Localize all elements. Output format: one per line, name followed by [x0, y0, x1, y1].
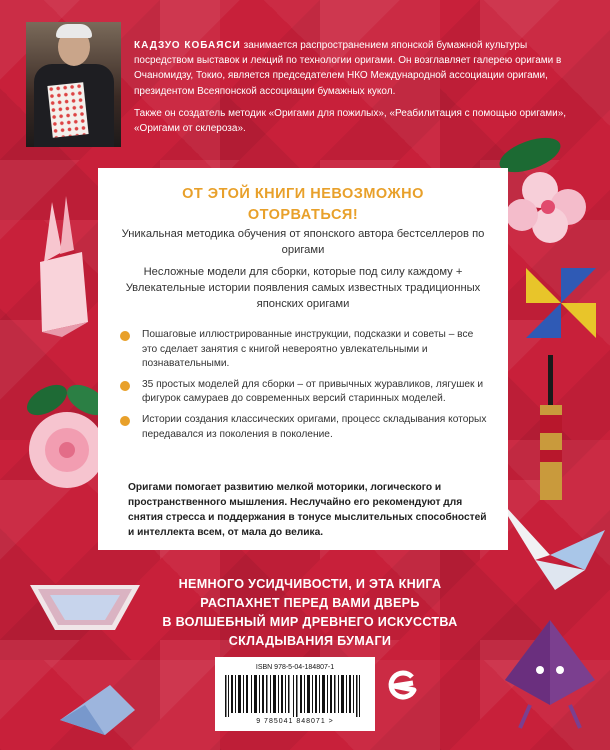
feature-list	[120, 328, 490, 448]
origami-purple-crab-illustration	[500, 620, 600, 730]
bullet-dot-icon	[120, 381, 130, 391]
bio-paragraph-1-text: занимается распространением японской бумажной культуры посредством выставок и лекций по технологии оригами. Он возглавляет галерею оригами в Очаномидзу, Токио, является председателем НКО Международной ассоциации оригами, президентом Всеяпонской ассоциации бумажных кукол.	[134, 40, 562, 97]
barcode-digits: 9 785041 848071 >	[256, 718, 334, 725]
bio-paragraph-2: Также он создатель методик «Оригами для пожилых», «Реабилитация с помощью оригами», «Оригами от склероза».	[134, 107, 567, 135]
slogan-line-1: НЕМНОГО УСИДЧИВОСТИ, И ЭТА КНИГА	[178, 577, 442, 591]
isbn-number: ISBN 978-5-04-184807-1	[255, 664, 335, 671]
feature-text: Пошаговые иллюстрированные инструкции, подсказки и советы – все это сделает занятия с книгой невероятно увлекательными и познавательными.	[142, 329, 474, 370]
slogan-line-3: В ВОЛШЕБНЫЙ МИР ДРЕВНЕГО ИСКУССТВА	[162, 615, 458, 629]
panel-headline-line-1: ОТ ЭТОЙ КНИГИ НЕВОЗМОЖНО	[182, 186, 424, 202]
barcode-label	[215, 657, 375, 731]
bullet-dot-icon	[120, 331, 130, 341]
origami-rabbit-illustration	[22, 192, 102, 342]
origami-paper-sheet	[47, 82, 88, 137]
slogan-line-4: СКЛАДЫВАНИЯ БУМАГИ	[228, 634, 392, 648]
origami-crane-illustration	[495, 490, 605, 600]
origami-boat-illustration	[30, 575, 140, 645]
cover-slogan	[140, 575, 480, 651]
panel-headline-line-2: ОТОРВАТЬСЯ!	[247, 207, 359, 223]
feature-list-item	[120, 413, 490, 442]
panel-intro-1: Уникальная методика обучения от японского автора бестселлеров по оригами	[121, 228, 485, 256]
slogan-line-2: РАСПАХНЕТ ПЕРЕД ВАМИ ДВЕРЬ	[200, 596, 420, 610]
feature-list-item	[120, 328, 490, 372]
feature-text: 35 простых моделей для сборки – от привычных журавликов, лягушек и фигурок самураев до современных версий старинных моделей.	[142, 378, 484, 405]
benefits-paragraph: Оригами помогает развитию мелкой моторики, логического и пространственного мышления. Неслучайно его рекомендуют для снятия стресса и поддержания в тонусе мыслительных способностей и интеллекта всем, от мала до велика.	[128, 482, 487, 538]
panel-headline	[98, 184, 508, 226]
author-bio	[134, 38, 584, 143]
author-name: КАДЗУО КОБАЯСИ	[134, 40, 241, 51]
origami-chopstick-holder-illustration	[528, 355, 578, 505]
publisher-logo-icon	[386, 668, 420, 702]
bullet-dot-icon	[120, 416, 130, 426]
feature-text: Истории создания классических оригами, процесс складывания которых передавался из поколения в поколение.	[142, 413, 487, 440]
barcode-icon	[225, 675, 365, 717]
author-photo	[26, 22, 121, 147]
panel-intro-2: Несложные модели для сборки, которые под силу каждому + Увлекательные истории появления самых известных традиционных японских оригами	[125, 266, 481, 310]
origami-whale-illustration	[60, 680, 140, 740]
origami-pinwheel-illustration	[526, 268, 596, 338]
bio-paragraph-1	[134, 38, 584, 99]
feature-list-item	[120, 378, 490, 407]
features-panel	[98, 168, 508, 550]
panel-intro	[114, 226, 492, 318]
